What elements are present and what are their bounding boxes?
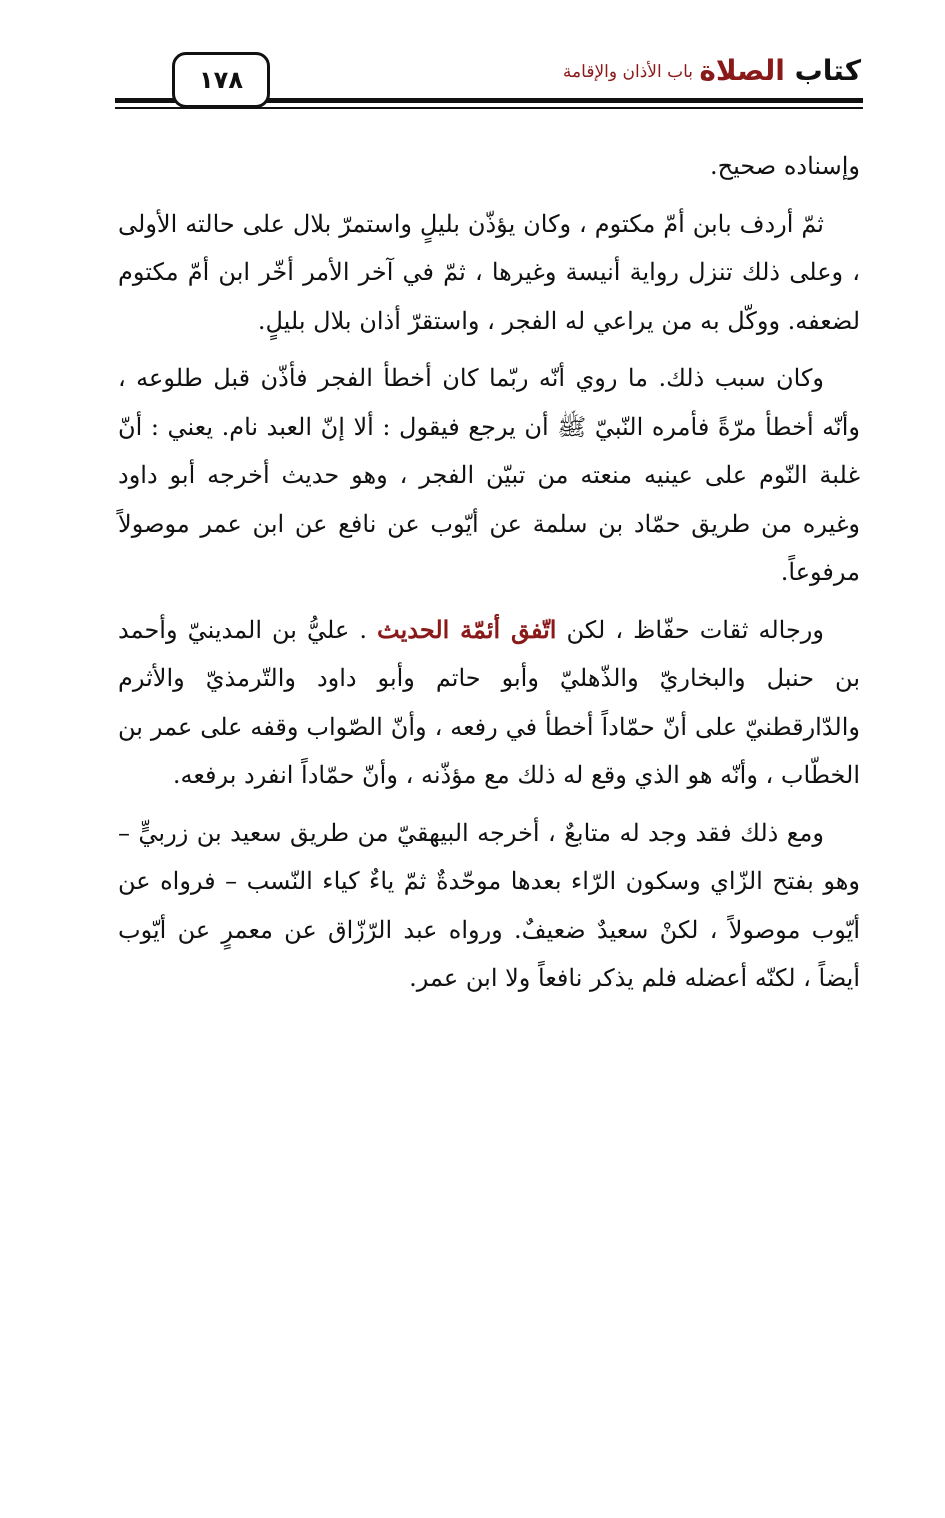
highlighted-phrase: اتّفق أئمّة الحديث	[377, 614, 557, 644]
paragraph-text: ورجاله ثقات حفّاظ ، لكن	[556, 615, 824, 644]
book-title-prefix: كتاب	[784, 54, 861, 87]
paragraph: ومع ذلك فقد وجد له متابعٌ ، أخرجه البيهقيّ من طريق سعيد بن زربيٍّ – وهو بفتح الزّاي وسكون الرّاء بعدها موحّدةٌ ثمّ ياءٌ كياء النّسب – فرواه عن أيّوب موصولاً ، لكنْ سعيدٌ ضعيفٌ. ورواه عبد الرّزّاق عن معمرٍ عن أيّوب أيضاً ، لكنّه أعضله فلم يذكر نافعاً ولا ابن عمر.	[118, 818, 860, 992]
book-title	[699, 54, 861, 87]
paragraph: وكان سبب ذلك. ما روي أنّه ربّما كان أخطأ الفجر فأذّن قبل طلوعه ، وأنّه أخطأ مرّةً فأمره النّبيّ ﷺ أن يرجع فيقول : ألا إنّ العبد نام. يعني : أنّ غلبة النّوم على عينيه منعته من تبيّن الفجر ، وهو حديث أخرجه أبو داود وغيره من طريق حمّاد بن سلمة عن أيّوب عن نافع عن ابن عمر موصولاً مرفوعاً.	[118, 364, 860, 586]
page-number: ١٧٨	[172, 52, 270, 108]
page-header	[115, 52, 863, 112]
book-title-highlight: الصلاة	[699, 54, 785, 87]
paragraph	[118, 606, 860, 800]
chapter-title: باب الأذان والإقامة	[562, 62, 693, 82]
paragraph-text: . عليُّ بن المدينيّ وأحمد بن حنبل والبخاريّ والذّهليّ وأبو حاتم وأبو داود والتّرمذيّ والأثرم والدّارقطنيّ على أنّ حمّاداً أخطأ في رفعه ، وأنّ الصّواب وقفه على عمر بن الخطّاب ، وأنّه هو الذي وقع له ذلك مع مؤذّنه ، وأنّ حمّاداً انفرد برفعه.	[118, 615, 860, 789]
paragraph: وإسناده صحيح.	[709, 152, 860, 180]
paragraph: ثمّ أردف بابن أمّ مكتوم ، وكان يؤذّن بليلٍ واستمرّ بلال على حالته الأولى ، وعلى ذلك تنزل رواية أنيسة وغيرها ، ثمّ في آخر الأمر أخّر ابن أمّ مكتوم لضعفه. ووكّل به من يراعي له الفجر ، واستقرّ أذان بلال بليلٍ.	[118, 209, 861, 335]
body-text	[118, 142, 860, 1012]
